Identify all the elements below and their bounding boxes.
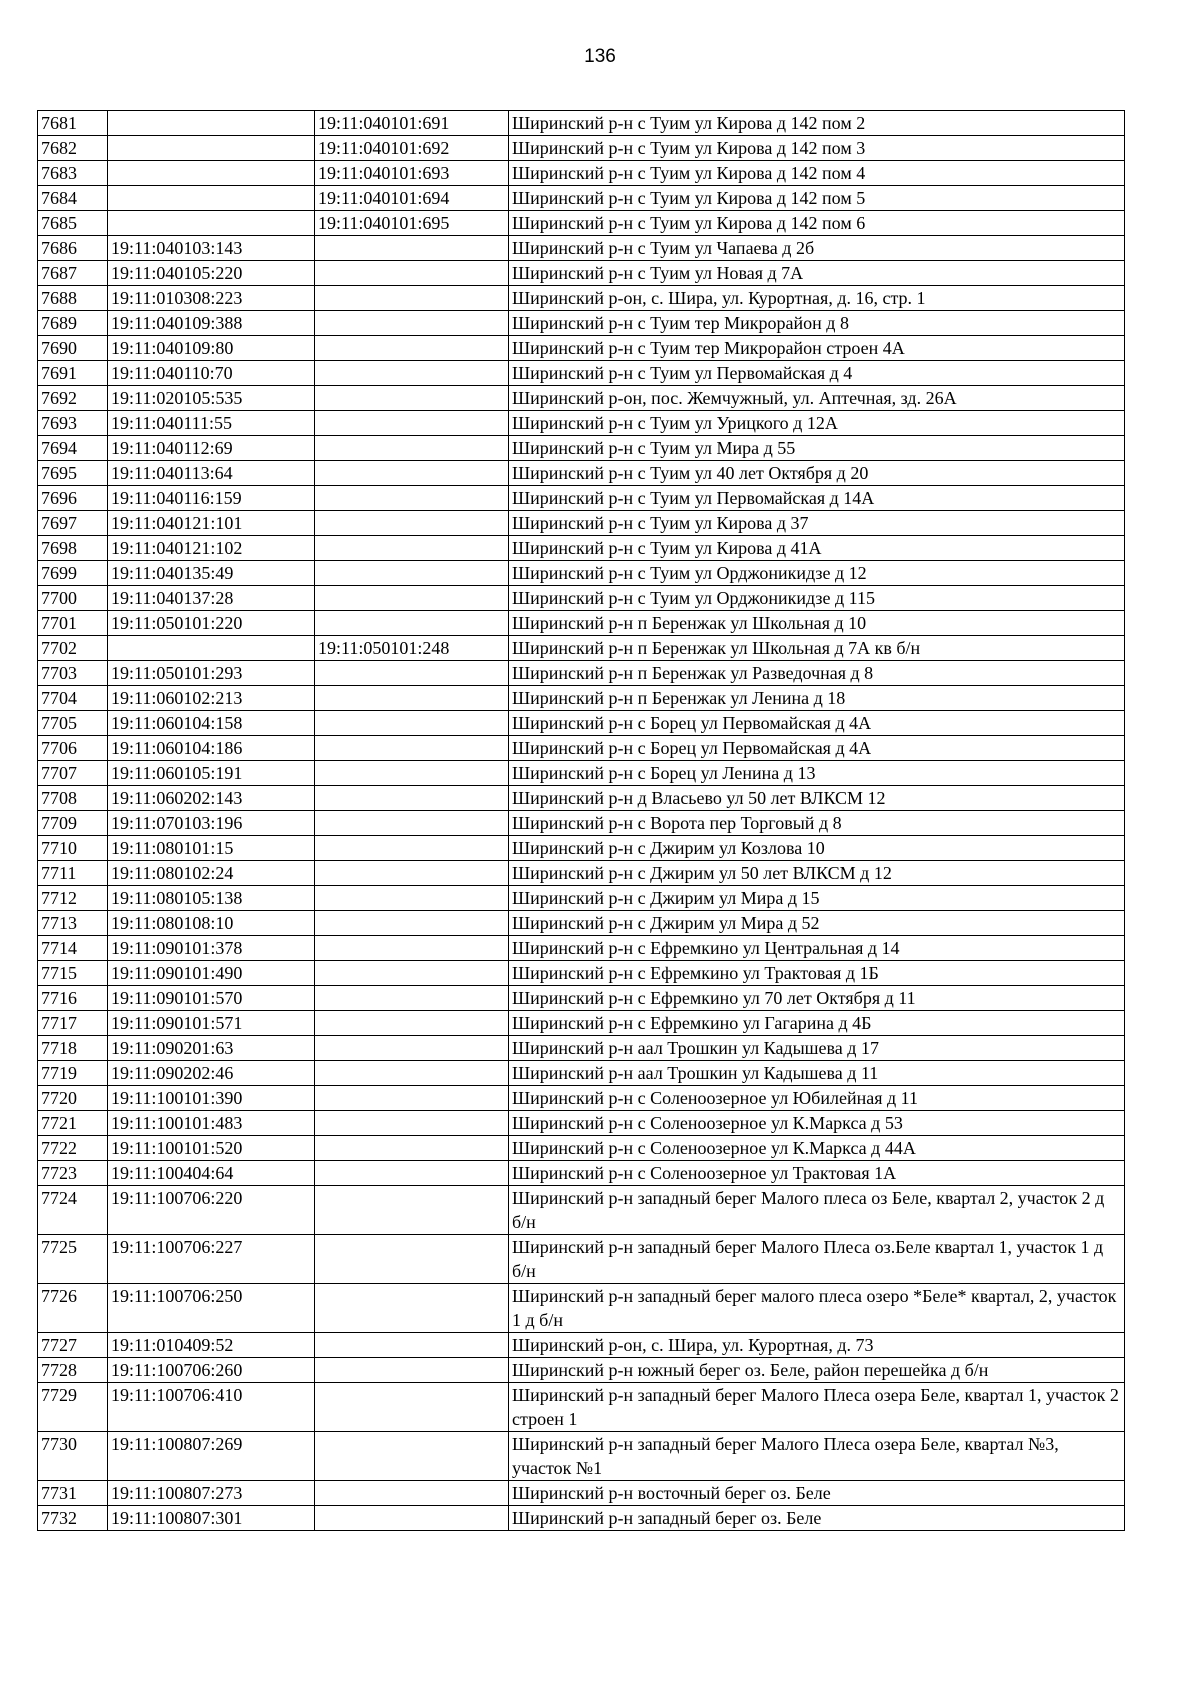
address-cell: Ширинский р-н с Ефремкино ул Гагарина д 4Б (509, 1011, 1125, 1036)
address-cell: Ширинский р-н д Власьево ул 50 лет ВЛКСМ 12 (509, 786, 1125, 811)
building-cadastral-number-cell (315, 786, 509, 811)
building-cadastral-number-cell: 19:11:040101:694 (315, 186, 509, 211)
registry-table-body (38, 111, 1125, 1531)
row-number-cell: 7708 (38, 786, 108, 811)
building-cadastral-number-cell (315, 661, 509, 686)
building-cadastral-number-cell (315, 1333, 509, 1358)
parcel-cadastral-number-cell: 19:11:080105:138 (108, 886, 315, 911)
table-row (38, 1086, 1125, 1111)
row-number-cell: 7722 (38, 1136, 108, 1161)
parcel-cadastral-number-cell: 19:11:060104:158 (108, 711, 315, 736)
table-row (38, 561, 1125, 586)
row-number-cell: 7693 (38, 411, 108, 436)
building-cadastral-number-cell (315, 936, 509, 961)
building-cadastral-number-cell (315, 1235, 509, 1284)
parcel-cadastral-number-cell: 19:11:080108:10 (108, 911, 315, 936)
address-cell: Ширинский р-н с Туим ул Кирова д 142 пом 3 (509, 136, 1125, 161)
parcel-cadastral-number-cell: 19:11:100807:269 (108, 1432, 315, 1481)
table-row (38, 386, 1125, 411)
row-number-cell: 7707 (38, 761, 108, 786)
parcel-cadastral-number-cell: 19:11:100101:520 (108, 1136, 315, 1161)
table-row (38, 486, 1125, 511)
building-cadastral-number-cell (315, 1506, 509, 1531)
address-cell: Ширинский р-н аал Трошкин ул Кадышева д 11 (509, 1061, 1125, 1086)
parcel-cadastral-number-cell: 19:11:040121:101 (108, 511, 315, 536)
row-number-cell: 7727 (38, 1333, 108, 1358)
table-row (38, 336, 1125, 361)
building-cadastral-number-cell (315, 611, 509, 636)
table-row (38, 786, 1125, 811)
building-cadastral-number-cell (315, 361, 509, 386)
parcel-cadastral-number-cell (108, 136, 315, 161)
table-row (38, 986, 1125, 1011)
row-number-cell: 7712 (38, 886, 108, 911)
table-row (38, 861, 1125, 886)
building-cadastral-number-cell (315, 761, 509, 786)
table-row (38, 261, 1125, 286)
address-cell: Ширинский р-н западный берег Малого Плеса озера Беле, квартал №3, участок №1 (509, 1432, 1125, 1481)
building-cadastral-number-cell: 19:11:050101:248 (315, 636, 509, 661)
row-number-cell: 7728 (38, 1358, 108, 1383)
building-cadastral-number-cell (315, 1036, 509, 1061)
address-cell: Ширинский р-н с Туим ул Мира д 55 (509, 436, 1125, 461)
row-number-cell: 7700 (38, 586, 108, 611)
building-cadastral-number-cell (315, 436, 509, 461)
address-cell: Ширинский р-н с Туим ул Новая д 7А (509, 261, 1125, 286)
table-row (38, 961, 1125, 986)
table-row (38, 611, 1125, 636)
row-number-cell: 7724 (38, 1186, 108, 1235)
parcel-cadastral-number-cell: 19:11:040105:220 (108, 261, 315, 286)
row-number-cell: 7683 (38, 161, 108, 186)
building-cadastral-number-cell (315, 236, 509, 261)
address-cell: Ширинский р-н п Беренжак ул Разведочная д 8 (509, 661, 1125, 686)
parcel-cadastral-number-cell: 19:11:100706:220 (108, 1186, 315, 1235)
address-cell: Ширинский р-н с Соленоозерное ул К.Маркса д 44А (509, 1136, 1125, 1161)
row-number-cell: 7685 (38, 211, 108, 236)
table-row (38, 1111, 1125, 1136)
parcel-cadastral-number-cell (108, 636, 315, 661)
address-cell: Ширинский р-н с Джирим ул Мира д 52 (509, 911, 1125, 936)
building-cadastral-number-cell (315, 386, 509, 411)
row-number-cell: 7687 (38, 261, 108, 286)
table-row (38, 711, 1125, 736)
row-number-cell: 7721 (38, 1111, 108, 1136)
row-number-cell: 7719 (38, 1061, 108, 1086)
building-cadastral-number-cell (315, 736, 509, 761)
parcel-cadastral-number-cell: 19:11:040109:80 (108, 336, 315, 361)
table-row (38, 736, 1125, 761)
parcel-cadastral-number-cell: 19:11:090101:378 (108, 936, 315, 961)
address-cell: Ширинский р-н с Туим ул 40 лет Октября д 20 (509, 461, 1125, 486)
registry-table (37, 110, 1125, 1531)
parcel-cadastral-number-cell: 19:11:050101:293 (108, 661, 315, 686)
parcel-cadastral-number-cell: 19:11:060202:143 (108, 786, 315, 811)
address-cell: Ширинский р-н с Ефремкино ул Трактовая д 1Б (509, 961, 1125, 986)
row-number-cell: 7732 (38, 1506, 108, 1531)
row-number-cell: 7725 (38, 1235, 108, 1284)
address-cell: Ширинский р-н с Туим ул Кирова д 142 пом 2 (509, 111, 1125, 136)
building-cadastral-number-cell: 19:11:040101:691 (315, 111, 509, 136)
table-row (38, 1136, 1125, 1161)
row-number-cell: 7716 (38, 986, 108, 1011)
address-cell: Ширинский р-н с Туим ул Кирова д 41А (509, 536, 1125, 561)
row-number-cell: 7688 (38, 286, 108, 311)
table-row (38, 1506, 1125, 1531)
address-cell: Ширинский р-н западный берег Малого Плеса оз.Беле квартал 1, участок 1 д б/н (509, 1235, 1125, 1284)
address-cell: Ширинский р-н с Туим ул Первомайская д 14А (509, 486, 1125, 511)
parcel-cadastral-number-cell: 19:11:090101:490 (108, 961, 315, 986)
address-cell: Ширинский р-н с Туим тер Микрорайон строен 4А (509, 336, 1125, 361)
table-row (38, 811, 1125, 836)
row-number-cell: 7710 (38, 836, 108, 861)
address-cell: Ширинский р-он, пос. Жемчужный, ул. Аптечная, зд. 26А (509, 386, 1125, 411)
table-row (38, 136, 1125, 161)
building-cadastral-number-cell (315, 1011, 509, 1036)
address-cell: Ширинский р-н с Соленоозерное ул Юбилейная д 11 (509, 1086, 1125, 1111)
address-cell: Ширинский р-н западный берег Малого плеса оз Беле, квартал 2, участок 2 д б/н (509, 1186, 1125, 1235)
row-number-cell: 7731 (38, 1481, 108, 1506)
address-cell: Ширинский р-н с Ворота пер Торговый д 8 (509, 811, 1125, 836)
parcel-cadastral-number-cell: 19:11:040137:28 (108, 586, 315, 611)
parcel-cadastral-number-cell: 19:11:040112:69 (108, 436, 315, 461)
building-cadastral-number-cell (315, 461, 509, 486)
row-number-cell: 7702 (38, 636, 108, 661)
row-number-cell: 7718 (38, 1036, 108, 1061)
building-cadastral-number-cell (315, 1481, 509, 1506)
row-number-cell: 7704 (38, 686, 108, 711)
row-number-cell: 7694 (38, 436, 108, 461)
parcel-cadastral-number-cell: 19:11:100706:250 (108, 1284, 315, 1333)
parcel-cadastral-number-cell: 19:11:100706:410 (108, 1383, 315, 1432)
table-row (38, 911, 1125, 936)
table-row (38, 1186, 1125, 1235)
building-cadastral-number-cell (315, 961, 509, 986)
row-number-cell: 7709 (38, 811, 108, 836)
table-row (38, 361, 1125, 386)
table-row (38, 586, 1125, 611)
row-number-cell: 7730 (38, 1432, 108, 1481)
page-number: 136 (584, 46, 616, 67)
building-cadastral-number-cell (315, 1136, 509, 1161)
table-row (38, 236, 1125, 261)
building-cadastral-number-cell (315, 336, 509, 361)
building-cadastral-number-cell (315, 486, 509, 511)
address-cell: Ширинский р-н южный берег оз. Беле, район перешейка д б/н (509, 1358, 1125, 1383)
address-cell: Ширинский р-н с Туим ул Кирова д 142 пом 4 (509, 161, 1125, 186)
building-cadastral-number-cell (315, 511, 509, 536)
row-number-cell: 7717 (38, 1011, 108, 1036)
parcel-cadastral-number-cell: 19:11:060102:213 (108, 686, 315, 711)
address-cell: Ширинский р-н с Борец ул Ленина д 13 (509, 761, 1125, 786)
parcel-cadastral-number-cell: 19:11:040116:159 (108, 486, 315, 511)
address-cell: Ширинский р-он, с. Шира, ул. Курортная, д. 16, стр. 1 (509, 286, 1125, 311)
table-row (38, 1481, 1125, 1506)
row-number-cell: 7726 (38, 1284, 108, 1333)
building-cadastral-number-cell (315, 986, 509, 1011)
row-number-cell: 7686 (38, 236, 108, 261)
parcel-cadastral-number-cell: 19:11:100706:227 (108, 1235, 315, 1284)
parcel-cadastral-number-cell: 19:11:100101:483 (108, 1111, 315, 1136)
row-number-cell: 7698 (38, 536, 108, 561)
row-number-cell: 7681 (38, 111, 108, 136)
parcel-cadastral-number-cell: 19:11:090202:46 (108, 1061, 315, 1086)
row-number-cell: 7689 (38, 311, 108, 336)
table-row (38, 1011, 1125, 1036)
table-row (38, 661, 1125, 686)
address-cell: Ширинский р-н западный берег Малого Плеса озера Беле, квартал 1, участок 2 строен 1 (509, 1383, 1125, 1432)
address-cell: Ширинский р-н с Туим тер Микрорайон д 8 (509, 311, 1125, 336)
table-row (38, 536, 1125, 561)
parcel-cadastral-number-cell: 19:11:090201:63 (108, 1036, 315, 1061)
parcel-cadastral-number-cell: 19:11:010409:52 (108, 1333, 315, 1358)
parcel-cadastral-number-cell: 19:11:040113:64 (108, 461, 315, 486)
row-number-cell: 7692 (38, 386, 108, 411)
building-cadastral-number-cell (315, 686, 509, 711)
row-number-cell: 7720 (38, 1086, 108, 1111)
row-number-cell: 7705 (38, 711, 108, 736)
building-cadastral-number-cell (315, 1358, 509, 1383)
parcel-cadastral-number-cell: 19:11:040110:70 (108, 361, 315, 386)
table-row (38, 1036, 1125, 1061)
row-number-cell: 7711 (38, 861, 108, 886)
row-number-cell: 7691 (38, 361, 108, 386)
building-cadastral-number-cell (315, 311, 509, 336)
table-row (38, 886, 1125, 911)
row-number-cell: 7715 (38, 961, 108, 986)
building-cadastral-number-cell (315, 561, 509, 586)
address-cell: Ширинский р-н с Борец ул Первомайская д 4А (509, 711, 1125, 736)
address-cell: Ширинский р-н п Беренжак ул Школьная д 7А кв б/н (509, 636, 1125, 661)
address-cell: Ширинский р-н с Борец ул Первомайская д 4А (509, 736, 1125, 761)
row-number-cell: 7690 (38, 336, 108, 361)
address-cell: Ширинский р-н с Джирим ул Козлова 10 (509, 836, 1125, 861)
address-cell: Ширинский р-н западный берег оз. Беле (509, 1506, 1125, 1531)
parcel-cadastral-number-cell: 19:11:100101:390 (108, 1086, 315, 1111)
building-cadastral-number-cell (315, 911, 509, 936)
table-row (38, 1358, 1125, 1383)
table-row (38, 1333, 1125, 1358)
building-cadastral-number-cell (315, 1086, 509, 1111)
parcel-cadastral-number-cell: 19:11:010308:223 (108, 286, 315, 311)
parcel-cadastral-number-cell (108, 111, 315, 136)
building-cadastral-number-cell: 19:11:040101:692 (315, 136, 509, 161)
address-cell: Ширинский р-н с Джирим ул 50 лет ВЛКСМ д 12 (509, 861, 1125, 886)
building-cadastral-number-cell (315, 261, 509, 286)
address-cell: Ширинский р-н с Туим ул Первомайская д 4 (509, 361, 1125, 386)
row-number-cell: 7696 (38, 486, 108, 511)
address-cell: Ширинский р-н с Ефремкино ул Центральная д 14 (509, 936, 1125, 961)
building-cadastral-number-cell (315, 1383, 509, 1432)
building-cadastral-number-cell: 19:11:040101:695 (315, 211, 509, 236)
parcel-cadastral-number-cell: 19:11:100706:260 (108, 1358, 315, 1383)
address-cell: Ширинский р-он, с. Шира, ул. Курортная, д. 73 (509, 1333, 1125, 1358)
building-cadastral-number-cell (315, 1432, 509, 1481)
row-number-cell: 7706 (38, 736, 108, 761)
table-row (38, 636, 1125, 661)
parcel-cadastral-number-cell: 19:11:090101:570 (108, 986, 315, 1011)
parcel-cadastral-number-cell (108, 161, 315, 186)
building-cadastral-number-cell (315, 811, 509, 836)
parcel-cadastral-number-cell: 19:11:040111:55 (108, 411, 315, 436)
address-cell: Ширинский р-н с Туим ул Кирова д 37 (509, 511, 1125, 536)
row-number-cell: 7684 (38, 186, 108, 211)
building-cadastral-number-cell (315, 411, 509, 436)
building-cadastral-number-cell (315, 886, 509, 911)
address-cell: Ширинский р-н п Беренжак ул Ленина д 18 (509, 686, 1125, 711)
row-number-cell: 7729 (38, 1383, 108, 1432)
table-row (38, 1235, 1125, 1284)
table-row (38, 1432, 1125, 1481)
building-cadastral-number-cell (315, 286, 509, 311)
address-cell: Ширинский р-н с Соленоозерное ул Трактовая 1А (509, 1161, 1125, 1186)
address-cell: Ширинский р-н с Туим ул Орджоникидзе д 12 (509, 561, 1125, 586)
parcel-cadastral-number-cell: 19:11:060104:186 (108, 736, 315, 761)
parcel-cadastral-number-cell (108, 186, 315, 211)
address-cell: Ширинский р-н п Беренжак ул Школьная д 10 (509, 611, 1125, 636)
table-row (38, 511, 1125, 536)
row-number-cell: 7723 (38, 1161, 108, 1186)
address-cell: Ширинский р-н с Туим ул Орджоникидзе д 115 (509, 586, 1125, 611)
building-cadastral-number-cell: 19:11:040101:693 (315, 161, 509, 186)
parcel-cadastral-number-cell: 19:11:070103:196 (108, 811, 315, 836)
address-cell: Ширинский р-н аал Трошкин ул Кадышева д 17 (509, 1036, 1125, 1061)
parcel-cadastral-number-cell: 19:11:100404:64 (108, 1161, 315, 1186)
parcel-cadastral-number-cell: 19:11:020105:535 (108, 386, 315, 411)
address-cell: Ширинский р-н с Туим ул Чапаева д 2б (509, 236, 1125, 261)
parcel-cadastral-number-cell: 19:11:040135:49 (108, 561, 315, 586)
parcel-cadastral-number-cell: 19:11:100807:301 (108, 1506, 315, 1531)
table-row (38, 111, 1125, 136)
table-row (38, 161, 1125, 186)
row-number-cell: 7695 (38, 461, 108, 486)
building-cadastral-number-cell (315, 711, 509, 736)
address-cell: Ширинский р-н западный берег малого плеса озеро *Беле* квартал, 2, участок 1 д б/н (509, 1284, 1125, 1333)
table-row (38, 1383, 1125, 1432)
address-cell: Ширинский р-н с Туим ул Кирова д 142 пом 5 (509, 186, 1125, 211)
building-cadastral-number-cell (315, 536, 509, 561)
table-row (38, 1284, 1125, 1333)
row-number-cell: 7697 (38, 511, 108, 536)
address-cell: Ширинский р-н с Туим ул Кирова д 142 пом 6 (509, 211, 1125, 236)
parcel-cadastral-number-cell: 19:11:040121:102 (108, 536, 315, 561)
row-number-cell: 7714 (38, 936, 108, 961)
address-cell: Ширинский р-н с Соленоозерное ул К.Маркса д 53 (509, 1111, 1125, 1136)
building-cadastral-number-cell (315, 1061, 509, 1086)
address-cell: Ширинский р-н с Ефремкино ул 70 лет Октября д 11 (509, 986, 1125, 1011)
building-cadastral-number-cell (315, 586, 509, 611)
table-row (38, 836, 1125, 861)
table-row (38, 436, 1125, 461)
parcel-cadastral-number-cell: 19:11:040109:388 (108, 311, 315, 336)
parcel-cadastral-number-cell: 19:11:090101:571 (108, 1011, 315, 1036)
table-row (38, 761, 1125, 786)
parcel-cadastral-number-cell: 19:11:100807:273 (108, 1481, 315, 1506)
building-cadastral-number-cell (315, 1111, 509, 1136)
row-number-cell: 7701 (38, 611, 108, 636)
address-cell: Ширинский р-н с Джирим ул Мира д 15 (509, 886, 1125, 911)
address-cell: Ширинский р-н восточный берег оз. Беле (509, 1481, 1125, 1506)
row-number-cell: 7699 (38, 561, 108, 586)
building-cadastral-number-cell (315, 1186, 509, 1235)
row-number-cell: 7703 (38, 661, 108, 686)
table-row (38, 1061, 1125, 1086)
parcel-cadastral-number-cell: 19:11:080101:15 (108, 836, 315, 861)
row-number-cell: 7682 (38, 136, 108, 161)
table-row (38, 411, 1125, 436)
address-cell: Ширинский р-н с Туим ул Урицкого д 12А (509, 411, 1125, 436)
table-row (38, 211, 1125, 236)
table-row (38, 461, 1125, 486)
parcel-cadastral-number-cell: 19:11:060105:191 (108, 761, 315, 786)
parcel-cadastral-number-cell: 19:11:080102:24 (108, 861, 315, 886)
parcel-cadastral-number-cell (108, 211, 315, 236)
building-cadastral-number-cell (315, 1161, 509, 1186)
building-cadastral-number-cell (315, 1284, 509, 1333)
parcel-cadastral-number-cell: 19:11:040103:143 (108, 236, 315, 261)
table-row (38, 286, 1125, 311)
table-row (38, 186, 1125, 211)
building-cadastral-number-cell (315, 836, 509, 861)
building-cadastral-number-cell (315, 861, 509, 886)
table-row (38, 686, 1125, 711)
row-number-cell: 7713 (38, 911, 108, 936)
parcel-cadastral-number-cell: 19:11:050101:220 (108, 611, 315, 636)
table-row (38, 1161, 1125, 1186)
table-row (38, 311, 1125, 336)
table-row (38, 936, 1125, 961)
